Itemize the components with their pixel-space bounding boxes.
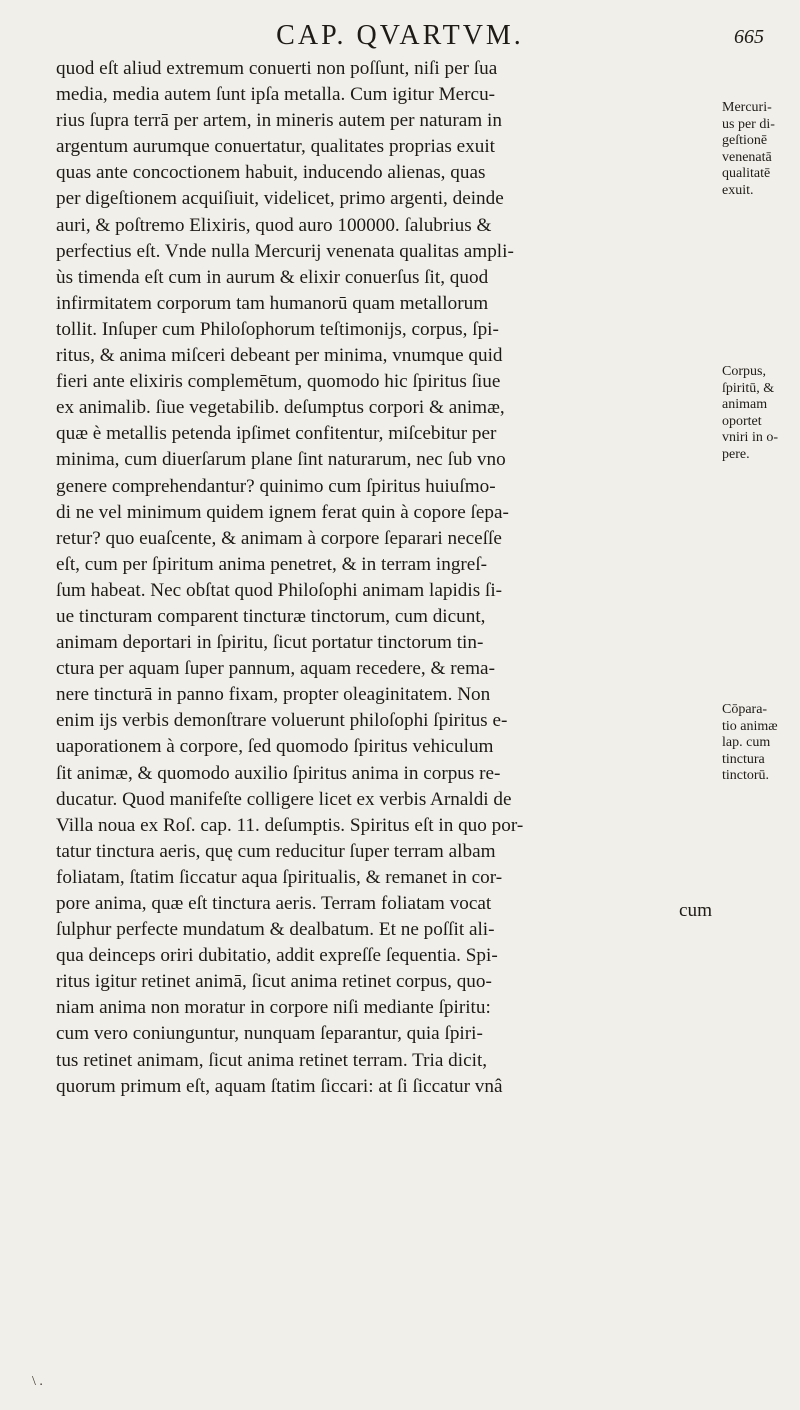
text-line: ritus, & anima miſceri debeant per minima, vnumque quid bbox=[56, 345, 503, 367]
margin-note-line: Cōpara- bbox=[722, 702, 768, 717]
margin-note-line: tinctorū. bbox=[722, 768, 770, 783]
text-line: ritus igitur retinet animā, ſicut anima retinet corpus, quo- bbox=[56, 971, 492, 993]
margin-note-line: qualitatē bbox=[722, 166, 771, 181]
text-line: uaporationem à corpore, ſed quomodo ſpiritus vehiculum bbox=[56, 736, 494, 758]
margin-note-mercurius bbox=[722, 100, 798, 199]
margin-note-line: exuit. bbox=[722, 182, 754, 198]
margin-note-line: tinctura bbox=[722, 751, 765, 767]
text-line: tollit. Inſuper cum Philoſophorum teſtimonijs, corpus, ſpi- bbox=[56, 318, 499, 340]
text-line: ùs timenda eſt cum in aurum & elixir conuerſus ſit, quod bbox=[56, 266, 489, 288]
text-line: rius ſupra terrā per artem, in mineris autem per naturam in bbox=[56, 110, 502, 132]
text-line: qua deinceps oriri dubitatio, addit expreſſe ſequentia. Spi- bbox=[56, 945, 498, 967]
running-head: CAP. QVARTVM. bbox=[276, 20, 524, 51]
margin-note-line: geſtionē bbox=[722, 133, 768, 148]
text-line: ſit animæ, & quomodo auxilio ſpiritus anima in corpus re- bbox=[56, 762, 501, 784]
text-line: pore anima, quæ eſt tinctura aeris. Terram foliatam vocat bbox=[56, 893, 492, 914]
text-line: tus retinet animam, ſicut anima retinet terram. Tria dicit, bbox=[56, 1049, 488, 1071]
text-line: ducatur. Quod manifeſte colligere licet ex verbis Arnaldi de bbox=[56, 788, 512, 810]
text-line: quas ante concoctionem habuit, inducendo alienas, quas bbox=[56, 162, 486, 184]
margin-note-line: tio animæ bbox=[722, 718, 778, 734]
text-line: animam deportari in ſpiritu, ſicut portatur tinctorum tin- bbox=[56, 632, 484, 654]
margin-note-line: animam bbox=[722, 397, 768, 412]
text-line: nere tincturā in panno fixam, propter oleaginitatem. Non bbox=[56, 684, 491, 706]
text-line: quod eſt aliud extremum conuerti non poſſunt, niſi per ſua bbox=[56, 58, 498, 79]
text-line: quæ è metallis petenda ipſimet confitentur, miſcebitur per bbox=[56, 423, 497, 445]
margin-note-comparatio bbox=[722, 702, 798, 785]
catchword: cum bbox=[678, 900, 712, 921]
text-line: genere comprehendantur? quinimo cum ſpiritus huiuſmo- bbox=[56, 475, 496, 497]
text-line: ſum habeat. Nec obſtat quod Philoſophi animam lapidis ſi- bbox=[56, 579, 503, 601]
text-line: retur? quo euaſcente, & animam à corpore ſeparari neceſſe bbox=[56, 527, 502, 549]
stray-print-mark: \ . bbox=[32, 1374, 43, 1389]
margin-note-line: Corpus, bbox=[722, 364, 766, 379]
text-line: eſt, cum per ſpiritum anima penetret, & in terram ingreſ- bbox=[56, 553, 488, 575]
margin-note-line: us per di- bbox=[722, 116, 775, 132]
text-line: media, media autem ſunt ipſa metalla. Cum igitur Mercu- bbox=[56, 84, 496, 106]
margin-note-line: oportet bbox=[722, 413, 762, 429]
text-line: perfectius eſt. Vnde nulla Mercurij venenata qualitas ampli- bbox=[56, 240, 514, 262]
text-line: argentum aurumque conuertatur, qualitates proprias exuit bbox=[56, 136, 495, 158]
text-line: ex animalib. ſiue vegetabilib. deſumptus corpori & animæ, bbox=[56, 397, 505, 419]
text-line: per digeſtionem acquiſiuit, videlicet, primo argenti, deinde bbox=[56, 188, 504, 210]
text-line: infirmitatem corporum tam humanorū quam metallorum bbox=[56, 292, 489, 314]
text-line: ctura per aquam ſuper pannum, aquam recedere, & rema- bbox=[56, 658, 495, 680]
main-text-block bbox=[56, 56, 712, 1100]
margin-note-line: ſpiritū, & bbox=[722, 380, 775, 396]
margin-note-corpus bbox=[722, 364, 798, 463]
text-line: tatur tinctura aeris, quę cum reducitur ſuper terram albam bbox=[56, 840, 496, 862]
text-line: cum vero coniunguntur, nunquam ſeparantur, quia ſpiri- bbox=[56, 1023, 483, 1045]
text-line: niam anima non moratur in corpore niſi mediante ſpiritu: bbox=[56, 997, 491, 1019]
text-line: quorum primum eſt, aquam ſtatim ſiccari: at ſi ſiccatur vnâ bbox=[56, 1075, 503, 1097]
margin-note-line: Mercuri- bbox=[722, 100, 772, 115]
text-line: Villa noua ex Roſ. cap. 11. deſumptis. Spiritus eſt in quo por- bbox=[56, 814, 524, 836]
margin-note-line: vniri in o- bbox=[722, 430, 778, 445]
page-number: 665 bbox=[734, 26, 764, 48]
margin-note-line: pere. bbox=[722, 446, 750, 462]
margin-note-line: lap. cum bbox=[722, 735, 771, 750]
text-line: minima, cum diuerſarum plane ſint naturarum, nec ſub vno bbox=[56, 449, 506, 471]
margin-note-line: venenatā bbox=[722, 149, 772, 165]
text-line: auri, & poſtremo Elixiris, quod auro 100000. ſalubrius & bbox=[56, 214, 492, 236]
text-line: fieri ante elixiris complemētum, quomodo hic ſpiritus ſiue bbox=[56, 371, 501, 393]
text-line: di ne vel minimum quidem ignem ferat quin à copore ſepa- bbox=[56, 501, 509, 523]
page-header bbox=[0, 14, 800, 54]
text-line: foliatam, ſtatim ſiccatur aqua ſpiritualis, & remanet in cor- bbox=[56, 866, 503, 888]
text-line: enim ijs verbis demonſtrare voluerunt philoſophi ſpiritus e- bbox=[56, 710, 508, 732]
text-line: ue tincturam comparent tincturæ tinctorum, cum dicunt, bbox=[56, 605, 486, 627]
text-line: ſulphur perfecte mundatum & dealbatum. Et ne poſſit ali- bbox=[56, 919, 495, 941]
